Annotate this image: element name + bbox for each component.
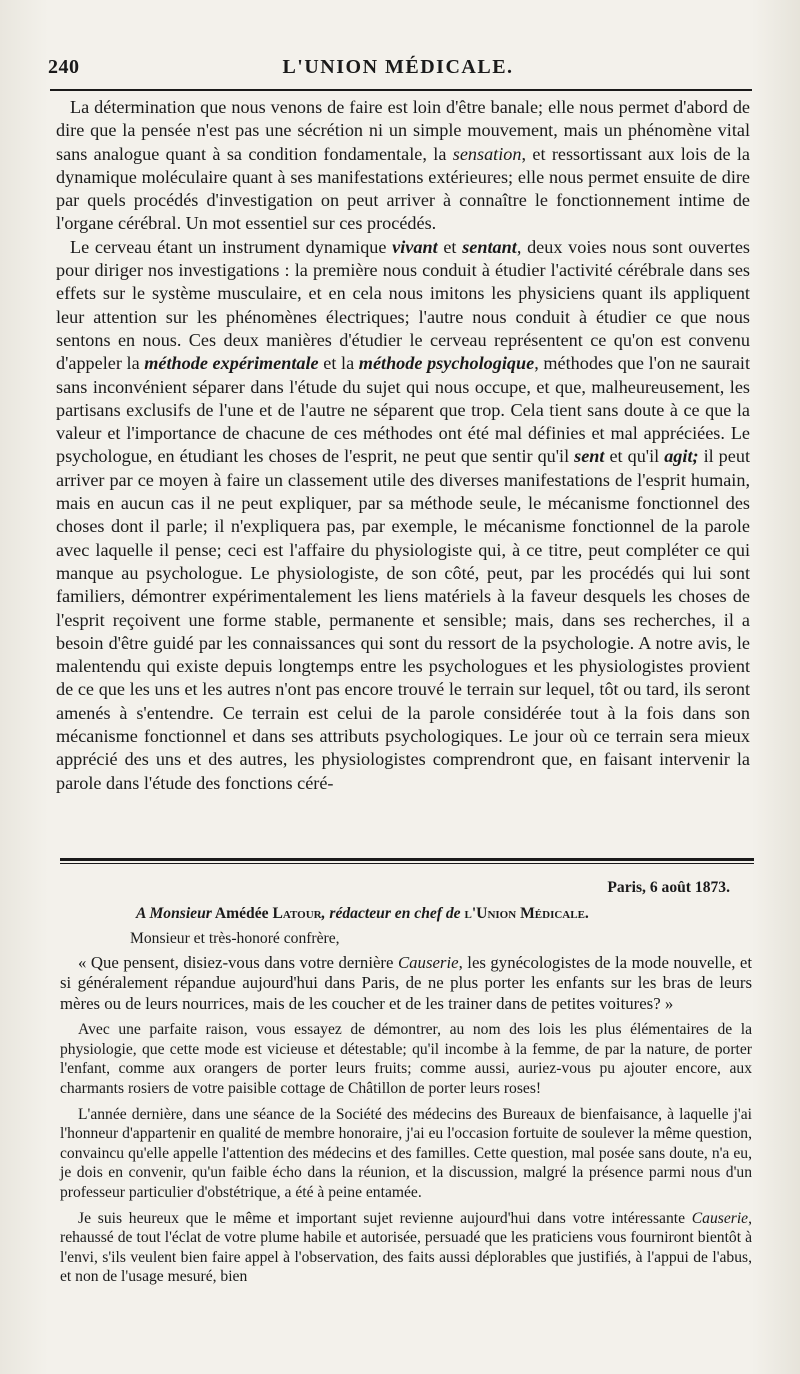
emphasis-causerie-2: Causerie (691, 1209, 749, 1227)
letter-dateline: Paris, 6 août 1873. (607, 879, 730, 896)
running-title: L'UNION MÉDICALE. (282, 56, 514, 78)
emphasis-methode-psychologique: méthode psychologique (358, 353, 535, 374)
letter-quote: « Que pensent, disiez-vous dans votre dernière Causerie, les gynécologistes de la mode nouvelle, et si généralement répandue aujourd'hui dans Paris, de ne plus porter les enfants sur les bras de leurs mères ou de leurs nourrices, mais de les coucher et de les trainer dans de petites voitures? » (60, 952, 752, 1013)
page-number: 240 (48, 56, 80, 78)
letter-salutation: Monsieur et très-honoré confrère, (130, 930, 340, 948)
emphasis-methode-experimentale: méthode expérimentale (144, 353, 319, 374)
emphasis-causerie: Causerie (397, 952, 459, 972)
emphasis-sentant: sentant (462, 236, 517, 257)
emphasis-vivant: vivant (392, 236, 438, 257)
page-header (48, 56, 748, 86)
letter-paragraph-3: L'année dernière, dans une séance de la Société des médecins des Bureaux de bienfaisance, à laquelle j'ai l'honneur d'appartenir en qualité de membre honoraire, j'ai eu l'occasion fortuite de soulever la même question, convaincu qu'elle appelle l'attention des médecins et des familles. Cette question, mal posée sans doute, n'a eu, je dois en convenir, qu'un faible écho dans la réunion, et la discussion, malgré la présence parmi nous d'un professeur particulier d'obstétrique, a été à peine entamée. (60, 1105, 752, 1202)
section-divider-thick (60, 858, 754, 861)
letter-address: A Monsieur Amédée Latour, rédacteur en chef de l'Union Médicale. (136, 904, 589, 922)
letter-paragraph-4: Je suis heureux que le même et important sujet revienne aujourd'hui dans votre intéressante Causerie, rehaussé de tout l'éclat de votre plume habile et autorisée, persuadé que les praticiens vous fourniront bientôt à l'envi, s'ils veulent bien faire appel à l'observation, des faits aussi déplorables que justifiés, à l'appui de l'abus, et non de l'usage mesuré, bien (60, 1209, 752, 1286)
emphasis-sent: sent (574, 446, 605, 467)
header-rule (50, 89, 752, 91)
emphasis-sensation: sensation (452, 143, 522, 164)
article-body (56, 96, 750, 795)
article-paragraph-1: La détermination que nous venons de faire est loin d'être banale; elle nous permet d'abord de dire que la pensée n'est pas une sécrétion ni un simple mouvement, mais un phénomène vital sans analogue quant à sa condition fondamentale, la sensation, et ressortissant aux lois de la dynamique moléculaire quant à ses manifestations extérieures; elle nous permet ensuite de dire par quels procédés d'investigation on peut arriver à connaître le fonctionnement intime de l'organe cérébral. Un mot essentiel sur ces procédés. (56, 97, 750, 234)
letter-section (60, 878, 752, 1293)
letter-paragraph-2: Avec une parfaite raison, vous essayez de démontrer, au nom des lois les plus élémentaires de la physiologie, que cette mode est vicieuse et détestable; qu'il incombe à la femme, de par la nature, de porter l'enfant, comme aux orangers de porter leurs fruits; comme aussi, auriez-vous pu ajouter encore, aux charmants rosiers de votre paisible cottage de Châtillon de porter leurs roses! (60, 1021, 752, 1098)
emphasis-agit: agit; (664, 446, 699, 467)
article-paragraph-2: Le cerveau étant un instrument dynamique vivant et sentant, deux voies nous sont ouvertes pour diriger nos investigations : la première nous conduit à étudier l'activité cérébrale dans ses effets sur le système musculaire, et en cela nous imitons les physiciens quant ils appliquent leur attention sur les phénomènes électriques; l'autre nous conduit à étudier ce que nous sentons en nous. Ces deux manières d'étudier le cerveau représentent ce qu'on est convenu d'appeler la méthode expérimentale et la méthode psychologique, méthodes que l'on ne saurait sans inconvénient séparer dans l'étude du sujet qui nous occupe, et que, malheureusement, les partisans exclusifs de l'une et de l'autre ne séparent que trop. Cela tient sans doute à ce que la valeur et l'importance de chacune de ces méthodes ont été mal définies et mal appréciées. Le psychologue, en étudiant les choses de l'esprit, ne peut que sentir qu'il sent et qu'il agit; il peut arriver par ce moyen à faire un classement utile des diverses manifestations de l'esprit humain, mais en aucun cas il ne peut expliquer, par sa méthode seule, le mécanisme fonctionnel des choses dont il parle; il n'expliquera pas, par exemple, le mécanisme fonctionnel de la parole avec laquelle il pense; ceci est l'affaire du physiologiste qui, à ce titre, peut compléter ce qui manque au psychologue. Le physiologiste, de son côté, peut, par les procédés qui lui sont familiers, démontrer expérimentalement les liens matériels à la faveur desquels les choses de l'esprit reçoivent une forme stable, permanente et sensible; mais, dans ses recherches, il a besoin d'être guidé par les connaissances qui sont du ressort de la psychologie. A notre avis, le malentendu qui existe depuis longtemps entre les psychologues et les physiologistes provient de ce que les uns et les autres n'ont pas encore trouvé le terrain sur lequel, tôt ou tard, ils seront amenés à s'entendre. Ce terrain est celui de la parole considérée tout à la fois dans son mécanisme fonctionnel et dans ses attributs psychologiques. Le jour où ce terrain sera mieux apprécié des uns et des autres, les physiologistes comprendront que, en faisant intervenir la parole dans l'étude des fonctions céré- (56, 236, 751, 793)
section-divider-thin (60, 863, 754, 864)
